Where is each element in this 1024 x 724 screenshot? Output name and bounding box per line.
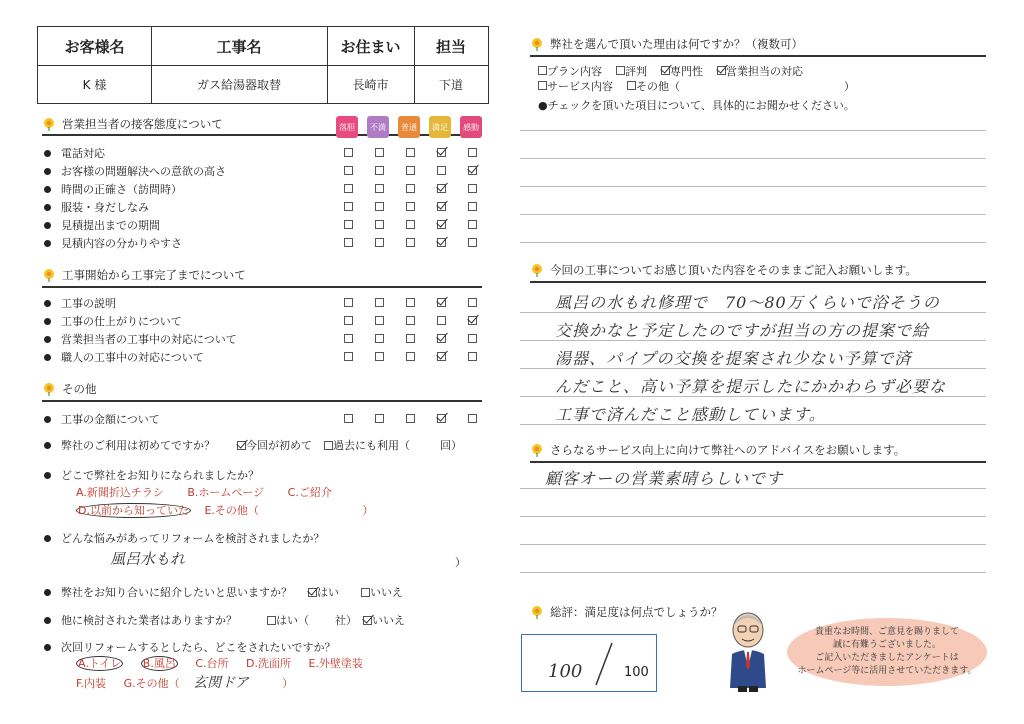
section-title-construction: 工事開始から工事完了までについて: [42, 267, 246, 283]
bullet: [44, 168, 51, 175]
rating-checkbox[interactable]: [375, 202, 384, 211]
reason-option[interactable]: [627, 80, 680, 93]
option-exterior[interactable]: E.外壁塗装: [308, 657, 363, 670]
option-flyer[interactable]: A.新聞折込チラシ: [76, 486, 164, 499]
thanks-message: 貴重なお時間、ご意見を賜りまして 誠に有難うございました。 ご記入いただきましたアンケートは ホームページ等に活用させていただきます。: [797, 627, 977, 676]
rating-header: 不満: [367, 116, 389, 138]
survey-row-label: 電話対応: [61, 147, 105, 160]
rating-checkbox[interactable]: [344, 220, 353, 229]
work-name: ガス給湯器取替: [196, 77, 281, 92]
other-yes-checkbox[interactable]: [267, 616, 276, 625]
rating-checkbox[interactable]: [437, 202, 446, 211]
reason-option[interactable]: [661, 65, 703, 78]
rating-checkbox[interactable]: [375, 334, 384, 343]
section-divider: [530, 281, 986, 283]
rating-checkbox[interactable]: [406, 202, 415, 211]
introduce-question: 弊社をお知り合いに紹介したいと思いますか？ はい いいえ: [44, 584, 403, 600]
rating-checkbox[interactable]: [344, 316, 353, 325]
bullet: [44, 186, 51, 193]
worry-answer: 風呂水もれ: [110, 550, 186, 568]
survey-row: [44, 235, 484, 251]
rating-checkbox[interactable]: [344, 202, 353, 211]
flower-icon: [530, 443, 544, 457]
option-known-before[interactable]: D.以前から知っていた: [78, 504, 189, 517]
rating-checkbox[interactable]: [406, 298, 415, 307]
next-reform-question: 次回リフォームするとしたら、どこをされたいですか？: [44, 639, 335, 655]
rating-checkbox[interactable]: [344, 166, 353, 175]
rating-checkbox[interactable]: [468, 414, 477, 423]
reason-label: 評判: [625, 65, 647, 78]
bullet: [44, 336, 51, 343]
rating-checkbox[interactable]: [375, 220, 384, 229]
reason-note: ●チェックを頂いた項目について、具体的にお聞かせください。: [538, 99, 855, 112]
option-bath[interactable]: B.風呂: [142, 657, 176, 670]
survey-row: [44, 349, 484, 365]
rating-checkbox[interactable]: [468, 238, 477, 247]
survey-row: [44, 331, 484, 347]
rating-checkbox[interactable]: [406, 166, 415, 175]
bullet: [44, 472, 51, 479]
price-checkboxes: [344, 414, 477, 423]
reason-checkbox[interactable]: [717, 66, 726, 75]
bullet: [44, 354, 51, 361]
bullet: [44, 617, 51, 624]
reason-options: プラン内容 評判 専門性 営業担当の対応 サービス内容 その他（ ）: [538, 64, 978, 94]
rating-checkbox[interactable]: [344, 334, 353, 343]
score-box: [521, 634, 657, 692]
rating-checkbox[interactable]: [468, 202, 477, 211]
reason-option[interactable]: [717, 65, 803, 78]
survey-row-label: 服装・身だしなみ: [61, 201, 149, 214]
reason-option[interactable]: [538, 80, 613, 93]
rating-checkbox[interactable]: [437, 184, 446, 193]
bullet: [44, 150, 51, 157]
impression-title: 今回の工事についてお感じ頂いた内容をそのままご記入お願いします。: [530, 262, 917, 278]
option-homepage[interactable]: B.ホームページ: [187, 486, 265, 499]
advice-text: 顧客オーの営業素晴らしいです: [545, 469, 784, 488]
flower-icon: [530, 263, 544, 277]
reason-option[interactable]: [616, 65, 647, 78]
bullet: [44, 240, 51, 247]
rating-checkbox[interactable]: [375, 148, 384, 157]
section-divider: [530, 461, 986, 463]
first-time-question: 弊社のご利用は初めてですか？ 今回が初めて 過去にも利用（ 回）: [44, 437, 462, 453]
reason-title: 弊社を選んで頂いた理由は何ですか？（複数可）: [530, 36, 803, 52]
rating-checkbox[interactable]: [437, 298, 446, 307]
how-known-options-row1: [76, 484, 332, 500]
score-max: 100: [624, 665, 649, 680]
bullet: [44, 300, 51, 307]
option-referral[interactable]: C.ご紹介: [287, 486, 332, 499]
introduce-yes-checkbox[interactable]: [308, 588, 317, 597]
rating-checkbox[interactable]: [344, 298, 353, 307]
other-companies-question: 他に検討された業者はありますか？ はい（ 社） いいえ: [44, 612, 405, 628]
survey-row: [44, 181, 484, 197]
option-other[interactable]: E.その他（: [204, 504, 259, 517]
rating-checkbox[interactable]: [406, 334, 415, 343]
customer-info-table: [37, 26, 489, 104]
rating-header: 感動: [460, 116, 482, 138]
rating-checkbox[interactable]: [375, 184, 384, 193]
survey-row: [44, 313, 484, 329]
reason-label: 専門性: [670, 65, 703, 78]
option-other[interactable]: G.その他（: [123, 677, 180, 690]
reason-checkbox[interactable]: [661, 66, 670, 75]
flower-icon: [42, 117, 56, 131]
rating-checkbox[interactable]: [406, 220, 415, 229]
staff-header: 担当: [435, 37, 466, 56]
flower-icon: [530, 605, 544, 619]
rating-checkbox[interactable]: [468, 334, 477, 343]
survey-row-label: 工事の仕上がりについて: [61, 315, 182, 328]
bullet: [44, 589, 51, 596]
rating-scale-headers: [336, 116, 482, 138]
impression-line: 工事で済んだこと感動しています。: [555, 405, 826, 424]
how-known-question: どこで弊社をお知りになられましたか？: [44, 467, 259, 483]
bullet: [44, 442, 51, 449]
rating-checkbox[interactable]: [437, 166, 446, 175]
survey-row-label: 営業担当者の工事中の対応について: [61, 333, 237, 346]
rating-header: 落胆: [336, 116, 358, 138]
rating-checkbox[interactable]: [468, 352, 477, 361]
survey-row: [44, 199, 484, 215]
rating-checkbox[interactable]: [375, 352, 384, 361]
rating-checkbox[interactable]: [468, 298, 477, 307]
slash-mark: [592, 641, 616, 687]
score-value: 100: [548, 661, 583, 682]
survey-row: [44, 217, 484, 233]
rating-checkbox[interactable]: [344, 352, 353, 361]
rating-checkbox[interactable]: [468, 220, 477, 229]
reason-checkbox[interactable]: [538, 66, 547, 75]
flower-icon: [530, 37, 544, 51]
worry-question: どんな悩みがあってリフォームを検討されましたか？: [44, 530, 324, 546]
bullet: [44, 416, 51, 423]
next-reform-options-row2: F.内装 G.その他（ 玄関ドア ）: [76, 675, 294, 691]
option-kitchen[interactable]: C.台所: [195, 657, 229, 670]
reason-label: その他（: [636, 80, 680, 93]
price-row: 工事の金額について: [44, 411, 484, 427]
address-header: お住まい: [340, 37, 401, 56]
survey-row-label: 工事の説明: [61, 297, 116, 310]
rating-header: 普通: [398, 116, 420, 138]
reason-checkbox[interactable]: [538, 81, 547, 90]
section-divider: [42, 286, 482, 288]
rating-header: 満足: [429, 116, 451, 138]
survey-row: [44, 145, 484, 161]
rating-checkbox[interactable]: [437, 148, 446, 157]
used-before-checkbox[interactable]: [324, 441, 333, 450]
rating-checkbox[interactable]: [437, 352, 446, 361]
rating-checkbox[interactable]: [344, 184, 353, 193]
introduce-no-checkbox[interactable]: [361, 588, 370, 597]
rating-checkbox[interactable]: [437, 334, 446, 343]
impression-line: 交換かなと予定したのですが担当の方の提案で給: [555, 321, 930, 340]
staff-mascot-illustration: [718, 608, 778, 694]
rating-checkbox[interactable]: [375, 238, 384, 247]
rating-checkbox[interactable]: [437, 316, 446, 325]
bullet: [44, 318, 51, 325]
impression-line: んだこと、高い予算を提示したにかかわらず必要な: [555, 377, 947, 396]
customer-name-header: お客様名: [64, 37, 125, 56]
rating-checkbox[interactable]: [468, 184, 477, 193]
flower-icon: [42, 268, 56, 282]
how-known-options-row2: D.以前から知っていた E.その他（ ）: [78, 504, 374, 517]
address: 長崎市: [352, 77, 389, 92]
bullet: [44, 535, 51, 542]
reason-option[interactable]: [538, 65, 602, 78]
advice-title: さらなるサービス向上に向けて弊社へのアドバイスをお願いします。: [530, 442, 905, 458]
reason-label: 営業担当の対応: [726, 65, 803, 78]
survey-row-label: 職人の工事中の対応について: [61, 351, 204, 364]
rating-checkbox[interactable]: [406, 414, 415, 423]
first-time-checkbox[interactable]: [237, 441, 246, 450]
staff-name: 下道: [438, 77, 463, 92]
survey-row-label: 見積提出までの期間: [61, 219, 160, 232]
rating-checkbox[interactable]: [437, 220, 446, 229]
rating-checkbox[interactable]: [468, 316, 477, 325]
reason-checkbox[interactable]: [627, 81, 636, 90]
survey-row-label: 時間の正確さ（訪問時）: [61, 183, 182, 196]
rating-checkbox[interactable]: [406, 238, 415, 247]
customer-name: K 様: [82, 77, 107, 92]
reason-checkbox[interactable]: [616, 66, 625, 75]
rating-checkbox[interactable]: [344, 238, 353, 247]
rating-checkbox[interactable]: [406, 148, 415, 157]
rating-checkbox[interactable]: [437, 414, 446, 423]
rating-checkbox[interactable]: [406, 352, 415, 361]
rating-checkbox[interactable]: [375, 414, 384, 423]
option-washroom[interactable]: D.洗面所: [246, 657, 291, 670]
rating-checkbox[interactable]: [437, 238, 446, 247]
rating-checkbox[interactable]: [344, 414, 353, 423]
section-divider: [42, 400, 482, 402]
rating-checkbox[interactable]: [468, 148, 477, 157]
section-title-other: その他: [42, 381, 97, 397]
bullet: [44, 222, 51, 229]
impression-line: 湯器、パイプの交換を提案され少ない予算で済: [555, 349, 912, 368]
rating-checkbox[interactable]: [344, 148, 353, 157]
survey-row-label: 見積内容の分かりやすさ: [61, 237, 182, 250]
section-divider: [530, 55, 986, 57]
next-other-answer: 玄関ドア: [193, 675, 249, 691]
score-title: 総評：満足度は何点でしょうか？: [530, 604, 723, 620]
rating-checkbox[interactable]: [375, 316, 384, 325]
survey-row: [44, 295, 484, 311]
rating-checkbox[interactable]: [375, 166, 384, 175]
bullet: [44, 644, 51, 651]
impression-line: 風呂の水もれ修理で 70〜80万くらいで浴そうの: [555, 293, 940, 312]
flower-icon: [42, 382, 56, 396]
option-toilet[interactable]: A.トイレ: [78, 657, 122, 670]
next-reform-options-row1: [76, 655, 363, 671]
rating-checkbox[interactable]: [375, 298, 384, 307]
work-name-header: 工事名: [216, 37, 262, 56]
survey-row: [44, 163, 484, 179]
rating-checkbox[interactable]: [406, 184, 415, 193]
section-title-attitude: 営業担当者の接客態度について: [42, 116, 223, 132]
option-interior[interactable]: F.内装: [76, 677, 107, 690]
survey-row-label: お客様の問題解決への意欲の高さ: [61, 165, 226, 178]
rating-checkbox[interactable]: [468, 166, 477, 175]
reason-label: サービス内容: [547, 80, 613, 93]
other-no-checkbox[interactable]: [363, 616, 372, 625]
rating-checkbox[interactable]: [406, 316, 415, 325]
bullet: [44, 204, 51, 211]
reason-label: プラン内容: [547, 65, 602, 78]
